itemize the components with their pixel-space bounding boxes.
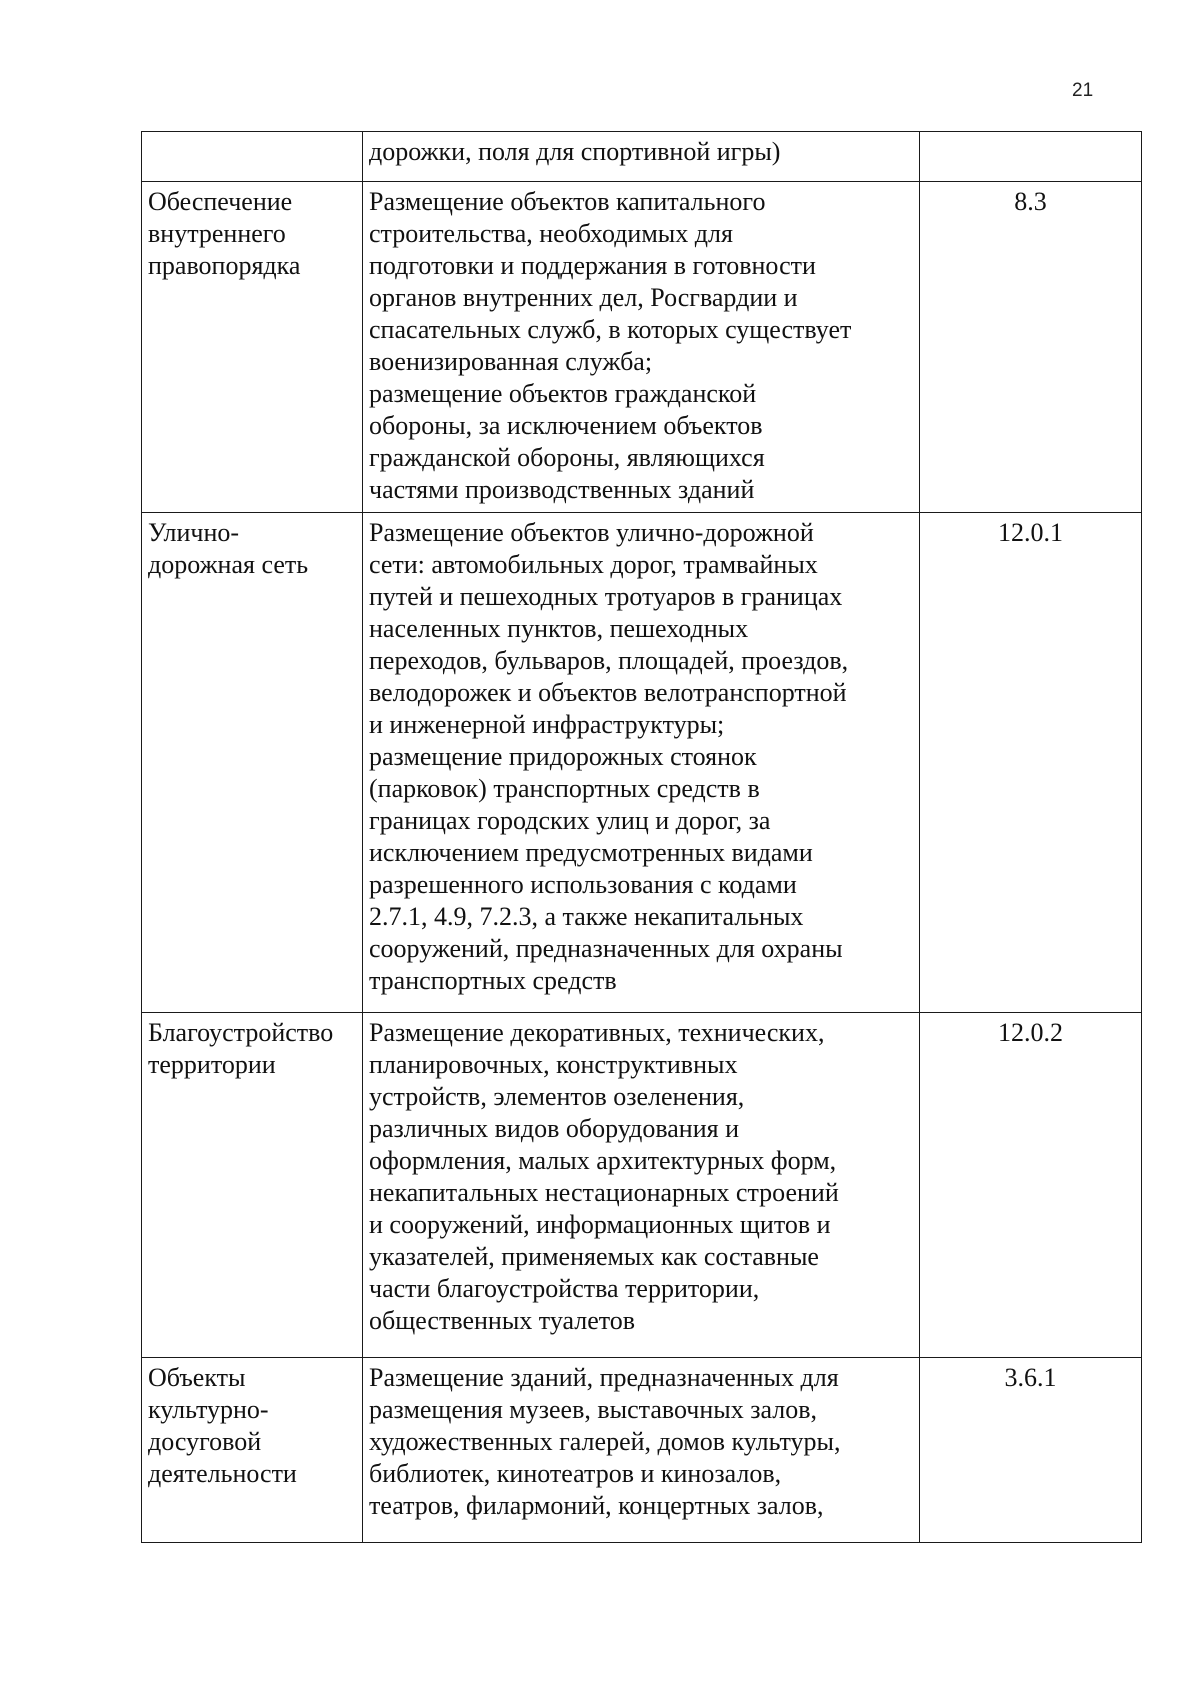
description-line: военизированная служба; (369, 347, 653, 376)
use-name-cell (142, 1358, 363, 1543)
description-line: исключением предусмотренных видами (369, 838, 813, 867)
page-number: 21 (1072, 80, 1094, 101)
description-line: путей и пешеходных тротуаров в границах (369, 582, 843, 611)
description-line: гражданской обороны, являющихся (369, 443, 765, 472)
description-line: транспортных средств (369, 966, 617, 995)
description-line: устройств, элементов озеленения, (369, 1082, 745, 1111)
use-name-line: Обеспечение (148, 187, 293, 216)
description-line: строительства, необходимых для (369, 219, 733, 248)
description-cell (363, 1013, 920, 1358)
code-cell: 12.0.1 (920, 513, 1142, 1013)
code-cell (920, 132, 1142, 182)
description-line: органов внутренних дел, Росгвардии и (369, 283, 798, 312)
use-name-cell (142, 132, 363, 182)
description-line: художественных галерей, домов культуры, (369, 1427, 841, 1456)
description-line: части благоустройства территории, (369, 1274, 760, 1303)
description-line: планировочных, конструктивных (369, 1050, 738, 1079)
description-line: частями производственных зданий (369, 475, 755, 504)
use-name-line: деятельности (148, 1459, 297, 1488)
description-cell (363, 182, 920, 513)
description-line: размещения музеев, выставочных залов, (369, 1395, 818, 1424)
use-name-line: территории (148, 1050, 276, 1079)
table-row (142, 132, 1142, 182)
description-line: спасательных служб, в которых существует (369, 315, 852, 344)
use-name-cell (142, 182, 363, 513)
description-line: различных видов оборудования и (369, 1114, 740, 1143)
table-row (142, 513, 1142, 1013)
description-line: общественных туалетов (369, 1306, 636, 1335)
description-line: Размещение зданий, предназначенных для (369, 1363, 839, 1392)
description-cell (363, 513, 920, 1013)
table-row (142, 1358, 1142, 1543)
use-name-cell (142, 1013, 363, 1358)
use-name-line: дорожная сеть (148, 550, 309, 579)
table-row (142, 182, 1142, 513)
use-name-line: Улично- (148, 518, 240, 547)
code-cell: 8.3 (920, 182, 1142, 513)
description-line: обороны, за исключением объектов (369, 411, 763, 440)
description-line: Размещение декоративных, технических, (369, 1018, 825, 1047)
use-name-line: правопорядка (148, 251, 301, 280)
description-line: некапитальных нестационарных строений (369, 1178, 839, 1207)
code-cell: 12.0.2 (920, 1013, 1142, 1358)
description-line: сети: автомобильных дорог, трамвайных (369, 550, 818, 579)
description-line: оформления, малых архитектурных форм, (369, 1146, 837, 1175)
description-line: Размещение объектов капитального (369, 187, 766, 216)
use-name-line: Благоустройство (148, 1018, 334, 1047)
description-cell (363, 1358, 920, 1543)
use-name-line: досуговой (148, 1427, 262, 1456)
description-line: населенных пунктов, пешеходных (369, 614, 749, 643)
description-line: разрешенного использования с кодами (369, 870, 797, 899)
description-cell (363, 132, 920, 182)
description-line: переходов, бульваров, площадей, проездов, (369, 646, 849, 675)
description-line: сооружений, предназначенных для охраны (369, 934, 843, 963)
use-name-cell (142, 513, 363, 1013)
use-name-line: внутреннего (148, 219, 286, 248)
land-use-table (141, 131, 1142, 1543)
description-line: размещение объектов гражданской (369, 379, 757, 408)
description-line: театров, филармоний, концертных залов, (369, 1491, 824, 1520)
description-line: библиотек, кинотеатров и кинозалов, (369, 1459, 782, 1488)
description-line: подготовки и поддержания в готовности (369, 251, 816, 280)
table-row (142, 1013, 1142, 1358)
description-line: указателей, применяемых как составные (369, 1242, 819, 1271)
description-line: и сооружений, информационных щитов и (369, 1210, 831, 1239)
description-line: дорожки, поля для спортивной игры) (369, 137, 781, 166)
description-line: границах городских улиц и дорог, за (369, 806, 771, 835)
use-name-line: Объекты (148, 1363, 246, 1392)
use-name-line: культурно- (148, 1395, 269, 1424)
description-line: 2.7.1, 4.9, 7.2.3, а также некапитальных (369, 902, 804, 931)
description-line: и инженерной инфраструктуры; (369, 710, 725, 739)
description-line: размещение придорожных стоянок (369, 742, 757, 771)
description-line: (парковок) транспортных средств в (369, 774, 760, 803)
description-line: велодорожек и объектов велотранспортной (369, 678, 847, 707)
description-line: Размещение объектов улично-дорожной (369, 518, 814, 547)
code-cell: 3.6.1 (920, 1358, 1142, 1543)
